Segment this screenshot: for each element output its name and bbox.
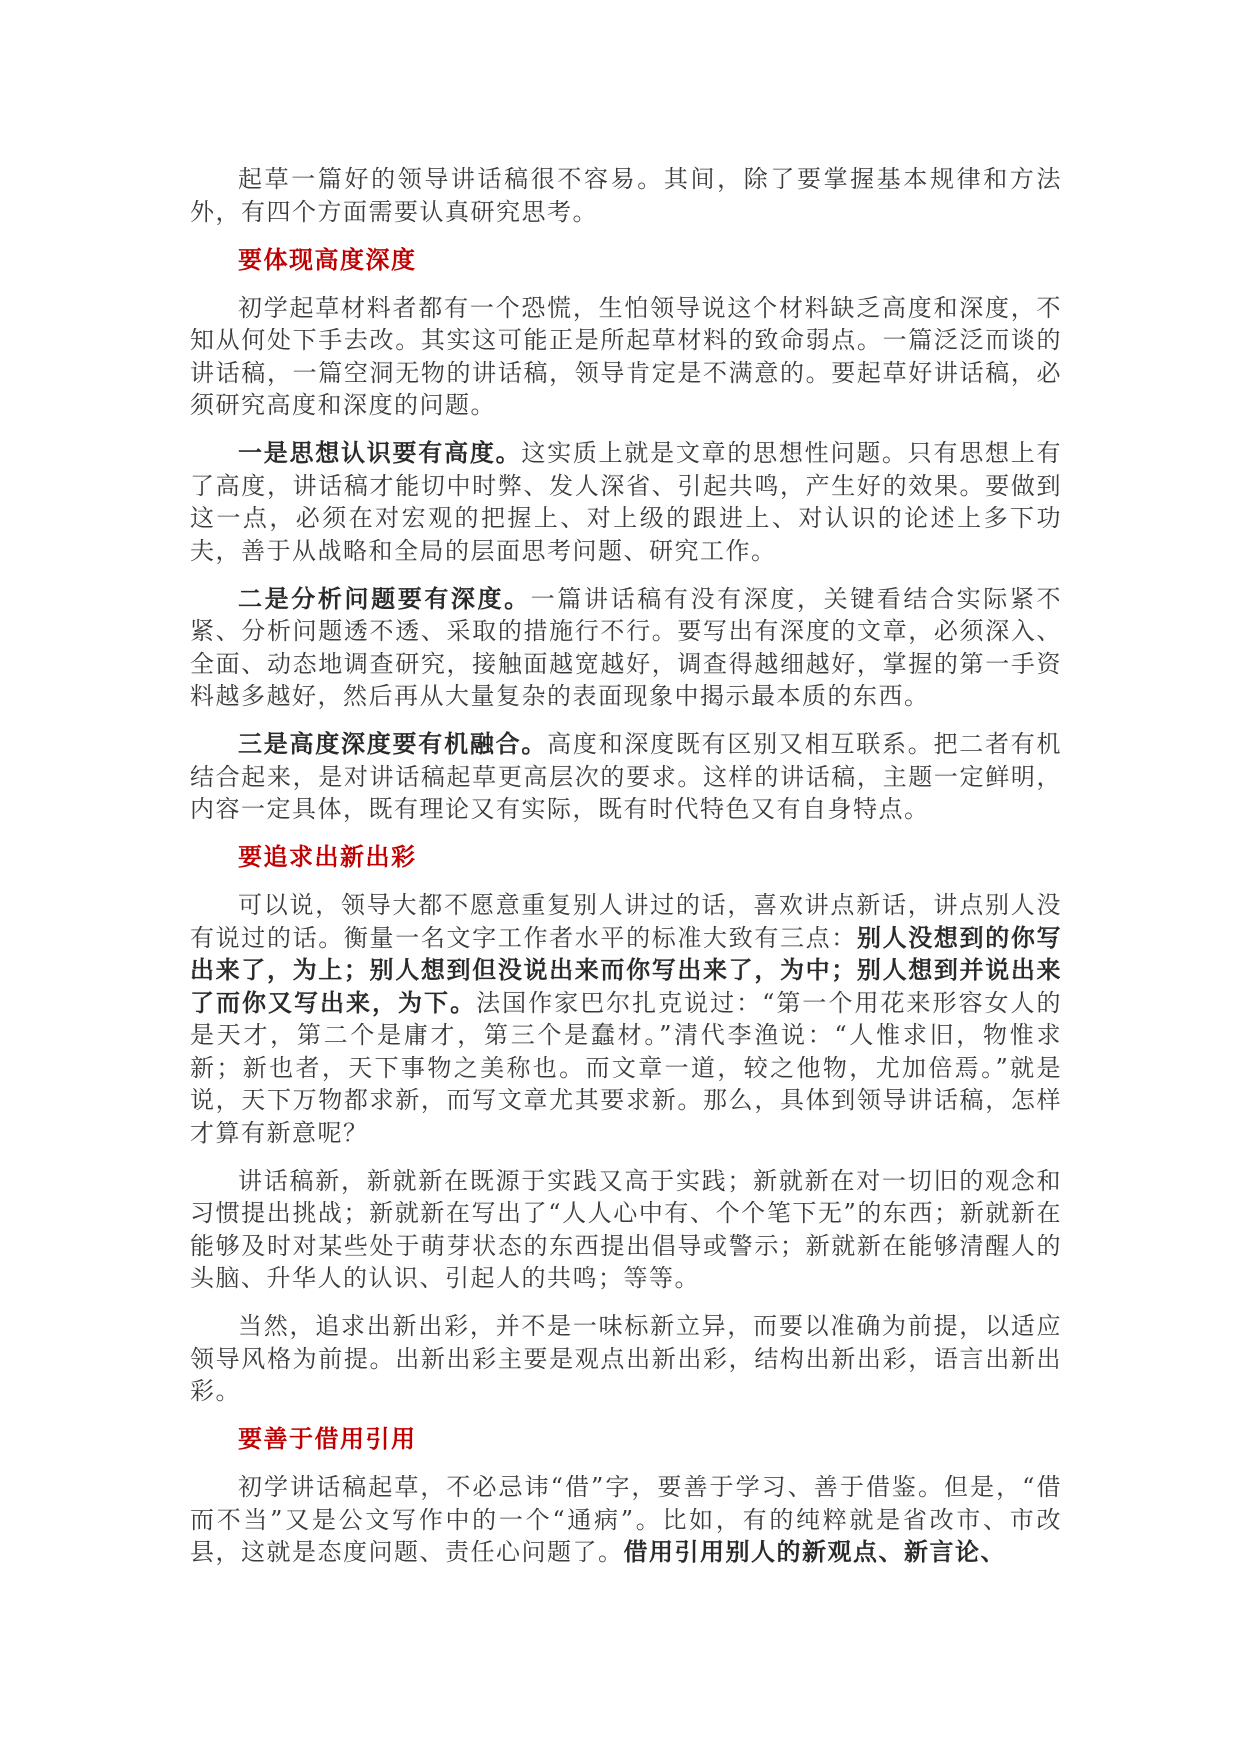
paragraph-text: 初学讲话稿起草，不必忌讳“借”字，要善于学习、善于借鉴。但是，“借而不当”又是公文写作中的一个“通病”。比如，有的纯粹就是省改市、市改县，这就是态度问题、责任心问题了。 [190,1473,1062,1566]
paragraph-text: 法国作家巴尔扎克说过：“第一个用花来形容女人的是天才，第二个是庸才，第三个是蠢材。”清代李渔说：“人惟求旧，物惟求新；新也者，天下事物之美称也。而文章一道，较之他物，尤加倍焉。”就是说，天下万物都求新，而写文章尤其要求新。那么，具体到领导讲话稿，怎样才算有新意呢？ [190,988,1062,1147]
body-paragraph [190,1310,1062,1408]
section-heading: 要追求出新出彩 [238,843,417,871]
paragraph-text: 可以说，领导大都不愿意重复别人讲过的话，喜欢讲点新话，讲点别人没有说过的话。衡量一名文字工作者水平的标准大致有三点： [190,891,1062,952]
paragraph-text: 讲话稿新，新就新在既源于实践又高于实践；新就新在对一切旧的观念和习惯提出挑战；新就新在写出了“人人心中有、个个笔下无”的东西；新就新在能够及时对某些处于萌芽状态的东西提出倡导或警示；新就新在能够清醒人的头脑、升华人的认识、引起人的共鸣；等等。 [190,1166,1062,1292]
bold-text: 借用引用别人的新观点、新言论、 [623,1538,1006,1566]
body-paragraph [190,437,1062,567]
paragraph-text: 当然，追求出新出彩，并不是一味标新立异，而要以准确为前提，以适应领导风格为前提。出新出彩主要是观点出新出彩，结构出新出彩，语言出新出彩。 [190,1312,1062,1405]
document-page [190,163,1062,1584]
body-paragraph [190,1471,1062,1569]
paragraph-text: 起草一篇好的领导讲话稿很不容易。其间，除了要掌握基本规律和方法外，有四个方面需要认真研究思考。 [190,165,1062,226]
bold-text: 三是高度深度要有机融合。 [238,730,548,758]
body-paragraph [190,889,1062,1149]
bold-text: 一是思想认识要有高度。 [238,439,522,467]
section-heading: 要善于借用引用 [238,1425,417,1453]
paragraph-text: 初学起草材料者都有一个恐慌，生怕领导说这个材料缺乏高度和深度，不知从何处下手去改。其实这可能正是所起草材料的致命弱点。一篇泛泛而谈的讲话稿，一篇空洞无物的讲话稿，领导肯定是不满意的。要起草好讲话稿，必须研究高度和深度的问题。 [190,293,1062,419]
body-paragraph [190,728,1062,826]
bold-text: 别人没想到的你写出来了，为上；别人想到但没说出来而你写出来了，为中；别人想到并说出来了而你又写出来，为下。 [190,923,1062,1017]
bold-text: 二是分析问题要有深度。 [238,584,531,613]
section-heading: 要体现高度深度 [238,245,417,274]
paragraph-text: 高度和深度既有区别又相互联系。把二者有机结合起来，是对讲话稿起草更高层次的要求。这样的讲话稿，主题一定鲜明，内容一定具体，既有理论又有实际，既有时代特色又有自身特点。 [190,730,1063,823]
paragraph-text: 一篇讲话稿有没有深度，关键看结合实际紧不紧、分析问题透不透、采取的措施行不行。要写出有深度的文章，必须深入、全面、动态地调查研究，接触面越宽越好，调查得越细越好，掌握的第一手资料越多越好，然后再从大量复杂的表面现象中揭示最本质的东西。 [190,584,1063,710]
body-paragraph [190,163,1062,228]
body-paragraph [190,583,1062,713]
body-paragraph [190,1165,1062,1295]
body-paragraph [190,292,1062,422]
paragraph-text: 这实质上就是文章的思想性问题。只有思想上有了高度，讲话稿才能切中时弊、发人深省、引起共鸣，产生好的效果。要做到这一点，必须在对宏观的把握上、对上级的跟进上、对认识的论述上多下功夫，善于从战略和全局的层面思考问题、研究工作。 [190,439,1063,565]
